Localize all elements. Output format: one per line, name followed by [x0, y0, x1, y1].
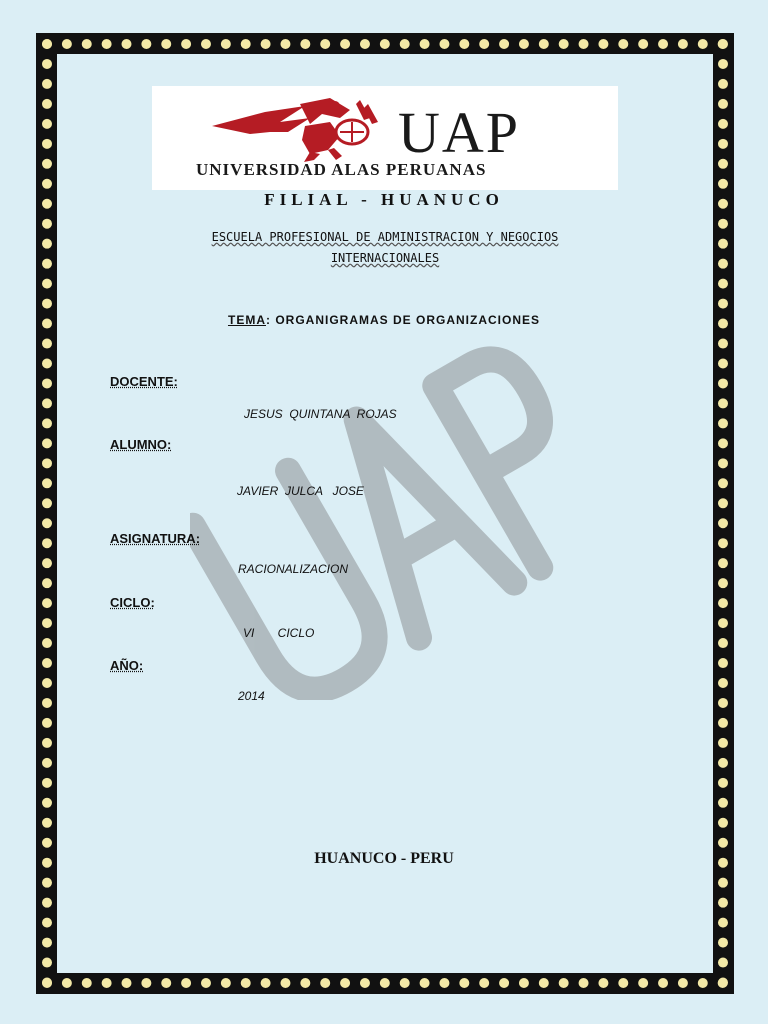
condor-emblem-icon	[210, 96, 385, 162]
docente-label: DOCENTE:	[110, 374, 178, 389]
watermark-text: UAP	[190, 320, 193, 321]
anio-value: 2014	[238, 689, 265, 703]
uap-watermark	[190, 320, 570, 700]
logo-university-name: UNIVERSIDAD ALAS PERUANAS	[196, 160, 487, 179]
topic-value: : ORGANIGRAMAS DE ORGANIZACIONES	[265, 313, 540, 327]
logo-acronym: UAP	[398, 100, 521, 165]
school-name	[150, 227, 620, 269]
asignatura-value: RACIONALIZACION	[238, 562, 349, 576]
ciclo-value: VI CICLO	[243, 626, 315, 640]
university-logo	[152, 86, 618, 190]
school-name-line-2: INTERNACIONALES	[330, 251, 440, 265]
topic-line	[0, 313, 768, 327]
filial-heading: FILIAL - HUANUCO	[264, 190, 504, 209]
watermark-letter-u	[193, 471, 393, 700]
asignatura-label: ASIGNATURA:	[110, 531, 201, 546]
alumno-label: ALUMNO:	[110, 437, 172, 452]
topic-label: TEMA	[227, 313, 266, 327]
footer-location: HUANUCO - PERU	[314, 850, 454, 867]
ciclo-label: CICLO:	[110, 595, 155, 610]
alumno-value: JAVIER JULCA JOSE	[237, 484, 364, 498]
docente-value: JESUS QUINTANA ROJAS	[244, 407, 397, 421]
anio-label: AÑO:	[110, 658, 144, 673]
school-name-line-1: ESCUELA PROFESIONAL DE ADMINISTRACION Y NEGOCIOS	[211, 230, 559, 244]
watermark-letter-a	[309, 392, 514, 638]
